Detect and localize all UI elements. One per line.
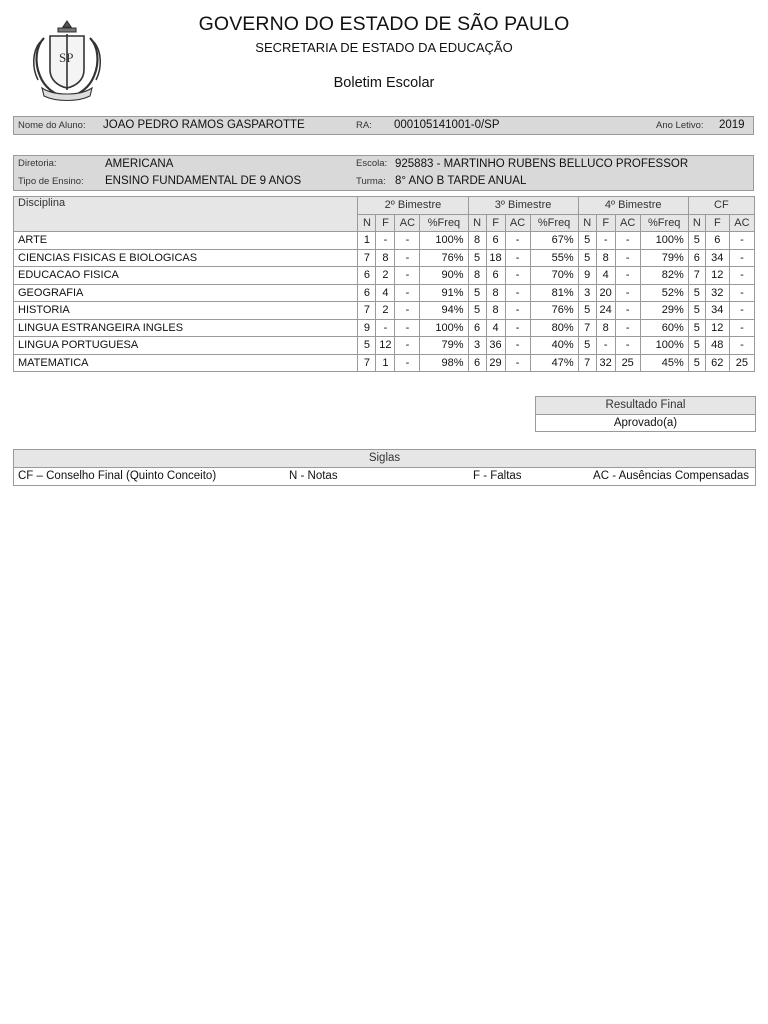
sub-header: %Freq: [640, 214, 688, 232]
sigla-n: N - Notas: [289, 470, 338, 482]
grade-cell: 5: [578, 232, 596, 250]
year-value: 2019: [719, 119, 745, 131]
grade-cell: 8: [486, 302, 505, 320]
grade-cell: 1: [358, 232, 376, 250]
grade-cell: 48: [705, 337, 729, 355]
grade-cell: 47%: [530, 354, 578, 372]
grade-cell: -: [505, 267, 530, 285]
tipo-ensino-value: ENSINO FUNDAMENTAL DE 9 ANOS: [105, 175, 302, 187]
grade-cell: 34: [705, 302, 729, 320]
grade-cell: -: [505, 302, 530, 320]
sub-header: AC: [395, 214, 420, 232]
grade-cell: 8: [468, 267, 486, 285]
grade-cell: 24: [596, 302, 615, 320]
grade-cell: -: [615, 267, 640, 285]
grade-cell: -: [729, 267, 754, 285]
grade-cell: -: [505, 249, 530, 267]
grade-cell: 7: [358, 249, 376, 267]
grade-cell: 76%: [530, 302, 578, 320]
table-row: [14, 249, 755, 267]
grade-cell: 5: [468, 249, 486, 267]
grade-cell: 7: [578, 354, 596, 372]
document-title: Boletim Escolar: [333, 75, 435, 91]
grade-cell: -: [395, 232, 420, 250]
grade-cell: 2: [376, 302, 395, 320]
grade-cell: 70%: [530, 267, 578, 285]
sigla-cf: CF – Conselho Final (Quinto Conceito): [18, 470, 217, 482]
grade-cell: 6: [358, 267, 376, 285]
grade-cell: -: [729, 249, 754, 267]
grade-cell: 62: [705, 354, 729, 372]
sub-header: F: [596, 214, 615, 232]
grade-cell: -: [505, 284, 530, 302]
grade-cell: -: [395, 319, 420, 337]
page-title: GOVERNO DO ESTADO DE SÃO PAULO: [198, 13, 570, 35]
grade-cell: 32: [705, 284, 729, 302]
grade-cell: 5: [688, 337, 705, 355]
grade-cell: -: [615, 337, 640, 355]
grade-cell: -: [505, 319, 530, 337]
grade-cell: 60%: [640, 319, 688, 337]
discipline-name: LINGUA ESTRANGEIRA INGLES: [14, 319, 358, 337]
grade-cell: 40%: [530, 337, 578, 355]
grade-cell: 5: [578, 302, 596, 320]
disciplina-header: Disciplina: [14, 197, 358, 232]
grade-cell: 76%: [420, 249, 468, 267]
table-row: [14, 354, 755, 372]
grade-cell: -: [729, 302, 754, 320]
grade-cell: -: [596, 337, 615, 355]
grade-cell: 4: [376, 284, 395, 302]
grade-cell: 91%: [420, 284, 468, 302]
discipline-name: LINGUA PORTUGUESA: [14, 337, 358, 355]
grade-cell: 36: [486, 337, 505, 355]
grade-cell: 6: [468, 319, 486, 337]
grade-cell: -: [729, 232, 754, 250]
grade-cell: 5: [688, 232, 705, 250]
grade-cell: 100%: [420, 319, 468, 337]
grade-cell: -: [505, 337, 530, 355]
table-row: [14, 232, 755, 250]
grade-cell: 20: [596, 284, 615, 302]
grade-cell: 12: [705, 267, 729, 285]
grade-cell: 67%: [530, 232, 578, 250]
grade-cell: 82%: [640, 267, 688, 285]
grade-cell: 6: [358, 284, 376, 302]
bimestre-4-header: 4º Bimestre: [578, 197, 688, 215]
grade-cell: 6: [705, 232, 729, 250]
grade-cell: 12: [376, 337, 395, 355]
grade-cell: -: [596, 232, 615, 250]
siglas-title: Siglas: [14, 450, 755, 468]
grade-cell: 8: [376, 249, 395, 267]
turma-value: 8° ANO B TARDE ANUAL: [395, 175, 527, 187]
escola-value: 925883 - MARTINHO RUBENS BELLUCO PROFESSOR: [395, 158, 689, 170]
grade-cell: 5: [578, 337, 596, 355]
grades-table: [13, 196, 755, 372]
bimestre-3-header: 3º Bimestre: [468, 197, 578, 215]
bimestre-2-header: 2º Bimestre: [358, 197, 468, 215]
grade-cell: 5: [688, 319, 705, 337]
grade-cell: 52%: [640, 284, 688, 302]
discipline-name: MATEMATICA: [14, 354, 358, 372]
grade-cell: 5: [578, 249, 596, 267]
sub-header: AC: [729, 214, 754, 232]
seal-text: SP: [59, 50, 74, 65]
grade-cell: 100%: [420, 232, 468, 250]
grade-cell: -: [729, 337, 754, 355]
sub-header: N: [578, 214, 596, 232]
school-info-bar: [13, 155, 754, 191]
turma-label: Turma:: [356, 176, 386, 187]
grade-cell: 94%: [420, 302, 468, 320]
grade-cell: 81%: [530, 284, 578, 302]
page-subtitle: SECRETARIA DE ESTADO DA EDUCAÇÃO: [255, 40, 513, 55]
grade-cell: 5: [688, 284, 705, 302]
grade-cell: 79%: [420, 337, 468, 355]
discipline-name: GEOGRAFIA: [14, 284, 358, 302]
final-result-value: Aprovado(a): [613, 417, 678, 429]
grade-cell: 4: [486, 319, 505, 337]
year-label: Ano Letivo:: [656, 120, 704, 131]
grade-cell: 18: [486, 249, 505, 267]
grades-body: [14, 232, 755, 372]
cf-header: CF: [688, 197, 754, 215]
sub-header: F: [376, 214, 395, 232]
grade-cell: 100%: [640, 337, 688, 355]
sub-header: F: [705, 214, 729, 232]
grade-cell: 7: [358, 354, 376, 372]
grade-cell: 7: [688, 267, 705, 285]
grade-cell: 12: [705, 319, 729, 337]
discipline-name: HISTORIA: [14, 302, 358, 320]
grade-cell: 8: [596, 319, 615, 337]
sub-header: N: [688, 214, 705, 232]
ra-value: 000105141001-0/SP: [394, 119, 500, 131]
grade-cell: -: [615, 249, 640, 267]
grade-cell: 3: [468, 337, 486, 355]
grade-cell: 98%: [420, 354, 468, 372]
grade-cell: -: [376, 319, 395, 337]
grade-cell: 55%: [530, 249, 578, 267]
tipo-ensino-label: Tipo de Ensino:: [18, 176, 84, 187]
grade-cell: 2: [376, 267, 395, 285]
grade-cell: -: [505, 232, 530, 250]
grade-cell: 80%: [530, 319, 578, 337]
grade-cell: 25: [729, 354, 754, 372]
table-row: [14, 267, 755, 285]
grade-cell: -: [729, 284, 754, 302]
grade-cell: 7: [578, 319, 596, 337]
escola-label: Escola:: [356, 158, 388, 169]
grade-cell: -: [395, 354, 420, 372]
discipline-name: CIENCIAS FISICAS E BIOLOGICAS: [14, 249, 358, 267]
grade-cell: 1: [376, 354, 395, 372]
grade-cell: -: [615, 284, 640, 302]
grade-cell: 5: [688, 354, 705, 372]
grade-cell: 90%: [420, 267, 468, 285]
grade-cell: 8: [468, 232, 486, 250]
grade-cell: 8: [596, 249, 615, 267]
sub-header: AC: [505, 214, 530, 232]
student-name-label: Nome do Aluno:: [18, 120, 86, 131]
table-row: [14, 284, 755, 302]
grade-cell: 9: [578, 267, 596, 285]
grade-cell: 34: [705, 249, 729, 267]
grade-cell: -: [505, 354, 530, 372]
final-result-label: Resultado Final: [536, 397, 755, 415]
sub-header: %Freq: [420, 214, 468, 232]
grade-cell: 5: [468, 302, 486, 320]
grade-cell: 32: [596, 354, 615, 372]
grade-cell: -: [615, 232, 640, 250]
grade-cell: 5: [688, 302, 705, 320]
grade-cell: 4: [596, 267, 615, 285]
grade-cell: 7: [358, 302, 376, 320]
grade-cell: -: [395, 337, 420, 355]
group-header-row: [14, 197, 755, 215]
grade-cell: 6: [688, 249, 705, 267]
grade-cell: 8: [486, 284, 505, 302]
grade-cell: 6: [486, 267, 505, 285]
final-result-box: [535, 396, 756, 432]
grade-cell: 5: [468, 284, 486, 302]
ra-label: RA:: [356, 120, 372, 131]
diretoria-label: Diretoria:: [18, 158, 57, 169]
grade-cell: 6: [468, 354, 486, 372]
grade-cell: 6: [486, 232, 505, 250]
grade-cell: -: [376, 232, 395, 250]
grade-cell: -: [395, 302, 420, 320]
sub-header: AC: [615, 214, 640, 232]
grade-cell: 3: [578, 284, 596, 302]
siglas-box: [13, 449, 756, 486]
student-info-bar: [13, 116, 754, 135]
grade-cell: 9: [358, 319, 376, 337]
grade-cell: -: [615, 319, 640, 337]
table-row: [14, 302, 755, 320]
table-row: [14, 319, 755, 337]
table-row: [14, 337, 755, 355]
discipline-name: EDUCACAO FISICA: [14, 267, 358, 285]
student-name: JOAO PEDRO RAMOS GASPAROTTE: [103, 119, 305, 131]
grade-cell: -: [615, 302, 640, 320]
discipline-name: ARTE: [14, 232, 358, 250]
sigla-f: F - Faltas: [473, 470, 522, 482]
siglas-legend: [14, 468, 755, 485]
grade-cell: 25: [615, 354, 640, 372]
sub-header: F: [486, 214, 505, 232]
grade-cell: 29%: [640, 302, 688, 320]
sub-header: N: [358, 214, 376, 232]
grade-cell: 29: [486, 354, 505, 372]
grade-cell: 79%: [640, 249, 688, 267]
grade-cell: -: [729, 319, 754, 337]
grade-cell: -: [395, 284, 420, 302]
grade-cell: -: [395, 267, 420, 285]
sub-header: %Freq: [530, 214, 578, 232]
grade-cell: -: [395, 249, 420, 267]
grade-cell: 100%: [640, 232, 688, 250]
grade-cell: 45%: [640, 354, 688, 372]
sigla-ac: AC - Ausências Compensadas: [593, 470, 749, 482]
diretoria-value: AMERICANA: [105, 158, 174, 170]
grade-cell: 5: [358, 337, 376, 355]
sub-header: N: [468, 214, 486, 232]
